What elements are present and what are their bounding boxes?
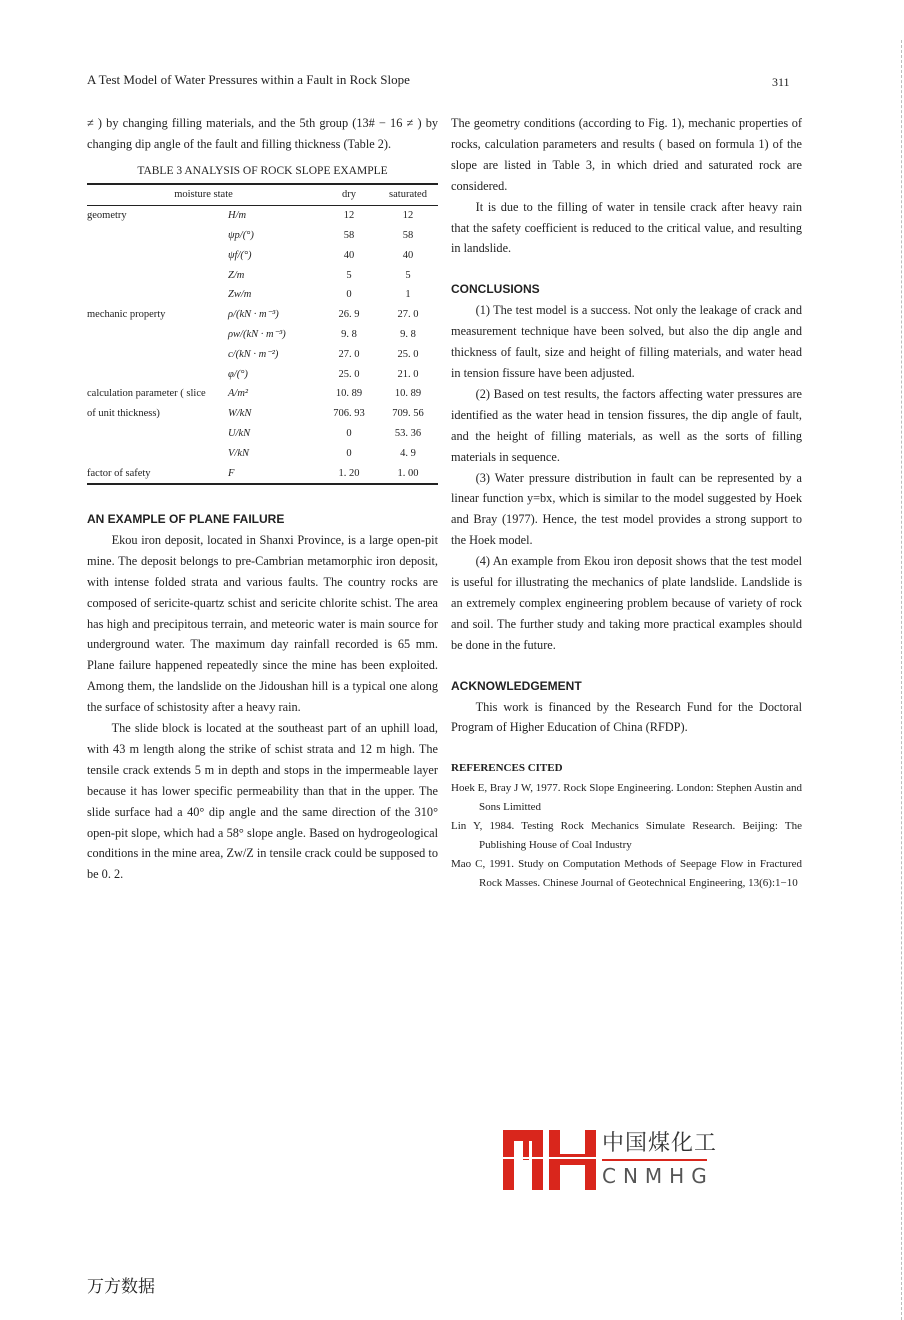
right-column <box>451 113 802 893</box>
col-header: moisture state <box>87 184 320 206</box>
reference: Hoek E, Bray J W, 1977. Rock Slope Engineering. London: Stephen Austin and Sons Limitted <box>451 782 802 814</box>
binding-margin-line <box>899 40 902 1320</box>
saturated-value: 25. 0 <box>397 348 419 360</box>
paragraph: Ekou iron deposit, located in Shanxi Province, is a large open-pit mine. The deposit belongs to pre-Cambrian metamorphic iron deposit, with intense folded strata and various faults. The country rocks are composed of sericite-quartz schist and sericite chlorite schist. The area has high and precipitous terrain, and meteoric water is main source for underground water. The maximum day rainfall recorded is 65 mm. Plane failure happened repeatedly since the mine has been exploited. Among them, the landslide on the Jidoushan hill is a typical one along the surface of schistosity after a heavy rain. <box>87 532 438 715</box>
table-row <box>87 205 438 225</box>
logo-divider <box>602 1159 707 1161</box>
table-row <box>87 226 438 246</box>
dry-value: 0 <box>346 447 352 459</box>
parameter: c/(kN · m⁻²) <box>228 348 279 360</box>
conclusion: (1) The test model is a success. Not only the leakage of crack and measurement technique have been solved, but also the dip angle and thickness of fault, size and height of filling materials, and water head in tension fissure have been adjusted. <box>451 303 802 380</box>
table-row <box>87 265 438 285</box>
table-row <box>87 404 438 424</box>
dry-value: 12 <box>343 210 355 222</box>
reference: Lin Y, 1984. Testing Rock Mechanics Simulate Research. Beijing: The Publishing House of Coal Industry <box>451 820 802 852</box>
dry-value: 0 <box>346 427 352 439</box>
row-label: geometry <box>87 210 127 222</box>
logo-en: CNMHG <box>602 1164 714 1188</box>
parameter: Zw/m <box>228 289 252 301</box>
dry-value: 26. 9 <box>338 309 360 321</box>
dry-value: 1. 20 <box>320 463 378 484</box>
parameter: U/kN <box>228 427 251 439</box>
parameter: ρ/(kN · m⁻³) <box>228 309 279 321</box>
parameter: V/kN <box>228 447 249 459</box>
row-label <box>87 364 228 384</box>
dry-value: 25. 0 <box>338 368 360 380</box>
saturated-value: 1. 00 <box>378 463 438 484</box>
col-header: dry <box>320 184 378 206</box>
table-row <box>87 364 438 384</box>
row-label <box>87 245 228 265</box>
paragraph: It is due to the filling of water in tensile crack after heavy rain that the safety coefficient is reduced to the critical value, and resulting in landslide. <box>451 199 802 256</box>
dry-value: 58 <box>343 230 355 241</box>
table-title: TABLE 3 ANALYSIS OF ROCK SLOPE EXAMPLE <box>137 164 388 177</box>
paragraph: The slide block is located at the southeast part of an uphill load, with 43 m length along the strike of schist strata and 12 m high. The tensile crack extends 5 m in depth and stops in the impermeable layer because it has lower specific permeability than that in the upper. The slide surface had a 40° dip angle and the same direction of the 310° open-pit slope, which had a 58° slope angle. Based on hydrogeological conditions in the mine area, Zw/Z in tensile crack could be supposed to be 0. 2. <box>87 721 438 882</box>
parameter: φ/(°) <box>228 368 248 380</box>
conclusion: (2) Based on test results, the factors affecting water pressures are identified as the water head in tension fissures, the dip angle of fault, and the height of filling materials, as well as the sorts of filling materials in sequence. <box>451 386 802 464</box>
table-row <box>87 245 438 265</box>
saturated-value: 40 <box>402 249 414 261</box>
saturated-value: 1 <box>405 289 411 301</box>
table-row <box>87 443 438 463</box>
dry-value: 5 <box>346 269 352 281</box>
parameter: A/m² <box>228 388 249 400</box>
saturated-value: 21. 0 <box>397 368 419 380</box>
row-label <box>87 443 228 463</box>
logo-cn: 中国煤化工 <box>602 1131 718 1156</box>
dry-value: 706. 93 <box>333 408 365 420</box>
conclusions-heading: CONCLUSIONS <box>451 282 540 297</box>
cnmhg-logo <box>503 1130 717 1190</box>
logo-text <box>602 1130 717 1189</box>
dry-value: 40 <box>343 249 355 261</box>
parameter: Z/m <box>228 269 245 281</box>
paragraph: The geometry conditions (according to Fig. 1), mechanic properties of rocks, calculation parameters and results ( based on formula 1) of the slope are listed in Table 3, in which dried and saturated rock are considered. <box>451 116 802 193</box>
col-header: saturated <box>378 184 438 206</box>
table-header <box>87 184 438 206</box>
dry-value: 10. 89 <box>335 388 363 400</box>
parameter: ψf/(°) <box>228 249 252 261</box>
refs-heading: REFERENCES CITED <box>451 762 563 775</box>
row-label: of unit thickness) <box>87 408 160 420</box>
table-row <box>87 285 438 305</box>
row-label <box>87 265 228 285</box>
reference: Mao C, 1991. Study on Computation Methods of Seepage Flow in Fractured Rock Masses. Chinese Journal of Geotechnical Engineering, 13(6):1−10 <box>451 858 802 890</box>
dry-value: 27. 0 <box>338 348 360 360</box>
dry-value: 0 <box>346 289 352 301</box>
mh-logo-mark <box>503 1130 598 1190</box>
parameter: ψp/(°) <box>228 230 254 241</box>
row-label <box>87 285 228 305</box>
footer-watermark: 万方数据 <box>87 1277 155 1297</box>
parameter: ρw/(kN · m⁻³) <box>228 328 286 340</box>
table-row <box>87 305 438 325</box>
saturated-value: 58 <box>402 230 414 241</box>
table-row <box>87 384 438 404</box>
row-label <box>87 424 228 444</box>
table-row <box>87 463 438 484</box>
left-column <box>87 113 438 885</box>
saturated-value: 10. 89 <box>394 388 422 400</box>
saturated-value: 27. 0 <box>397 309 419 321</box>
row-label: mechanic property <box>87 309 166 321</box>
saturated-value: 12 <box>402 210 414 222</box>
running-title: A Test Model of Water Pressures within a Fault in Rock Slope <box>87 72 410 87</box>
saturated-value: 709. 56 <box>392 408 424 420</box>
dry-value: 9. 8 <box>341 328 357 340</box>
section-heading: AN EXAMPLE OF PLANE FAILURE <box>87 511 285 526</box>
intro-text: ≠ ) by changing filling materials, and the 5th group (13# − 16 ≠ ) by changing dip angle of the fault and filling thickness (Table 2). <box>87 116 438 151</box>
table-row <box>87 424 438 444</box>
saturated-value: 9. 8 <box>400 328 416 340</box>
saturated-value: 53. 36 <box>394 427 422 439</box>
parameter: H/m <box>228 210 247 222</box>
ack-text: This work is financed by the Research Fund for the Doctoral Program of Higher Education of China (RFDP). <box>451 699 802 735</box>
conclusion: (4) An example from Ekou iron deposit shows that the test model is useful for illustrating the mechanics of plate landslide. Landslide is an extremely complex engineering problem because of variety of rock and soil. The further study and taking more practical examples should be done in the future. <box>451 554 802 652</box>
parameter: W/kN <box>228 408 252 420</box>
results-table <box>87 183 438 485</box>
saturated-value: 4. 9 <box>400 447 416 459</box>
row-label <box>87 226 228 246</box>
row-label <box>87 325 228 345</box>
row-label: factor of safety <box>87 463 228 484</box>
ack-heading: ACKNOWLEDGEMENT <box>451 678 582 693</box>
table-row <box>87 344 438 364</box>
conclusion: (3) Water pressure distribution in fault can be represented by a linear function y=bx, which is similar to the model suggested by Hoek and Bray (1977). Hence, the test model provides a strong support to the Hoek model. <box>451 470 802 548</box>
parameter: F <box>228 463 320 484</box>
row-label <box>87 344 228 364</box>
saturated-value: 5 <box>405 269 411 281</box>
table-row <box>87 325 438 345</box>
page-number: 311 <box>772 75 790 89</box>
row-label: calculation parameter ( slice <box>87 388 206 400</box>
